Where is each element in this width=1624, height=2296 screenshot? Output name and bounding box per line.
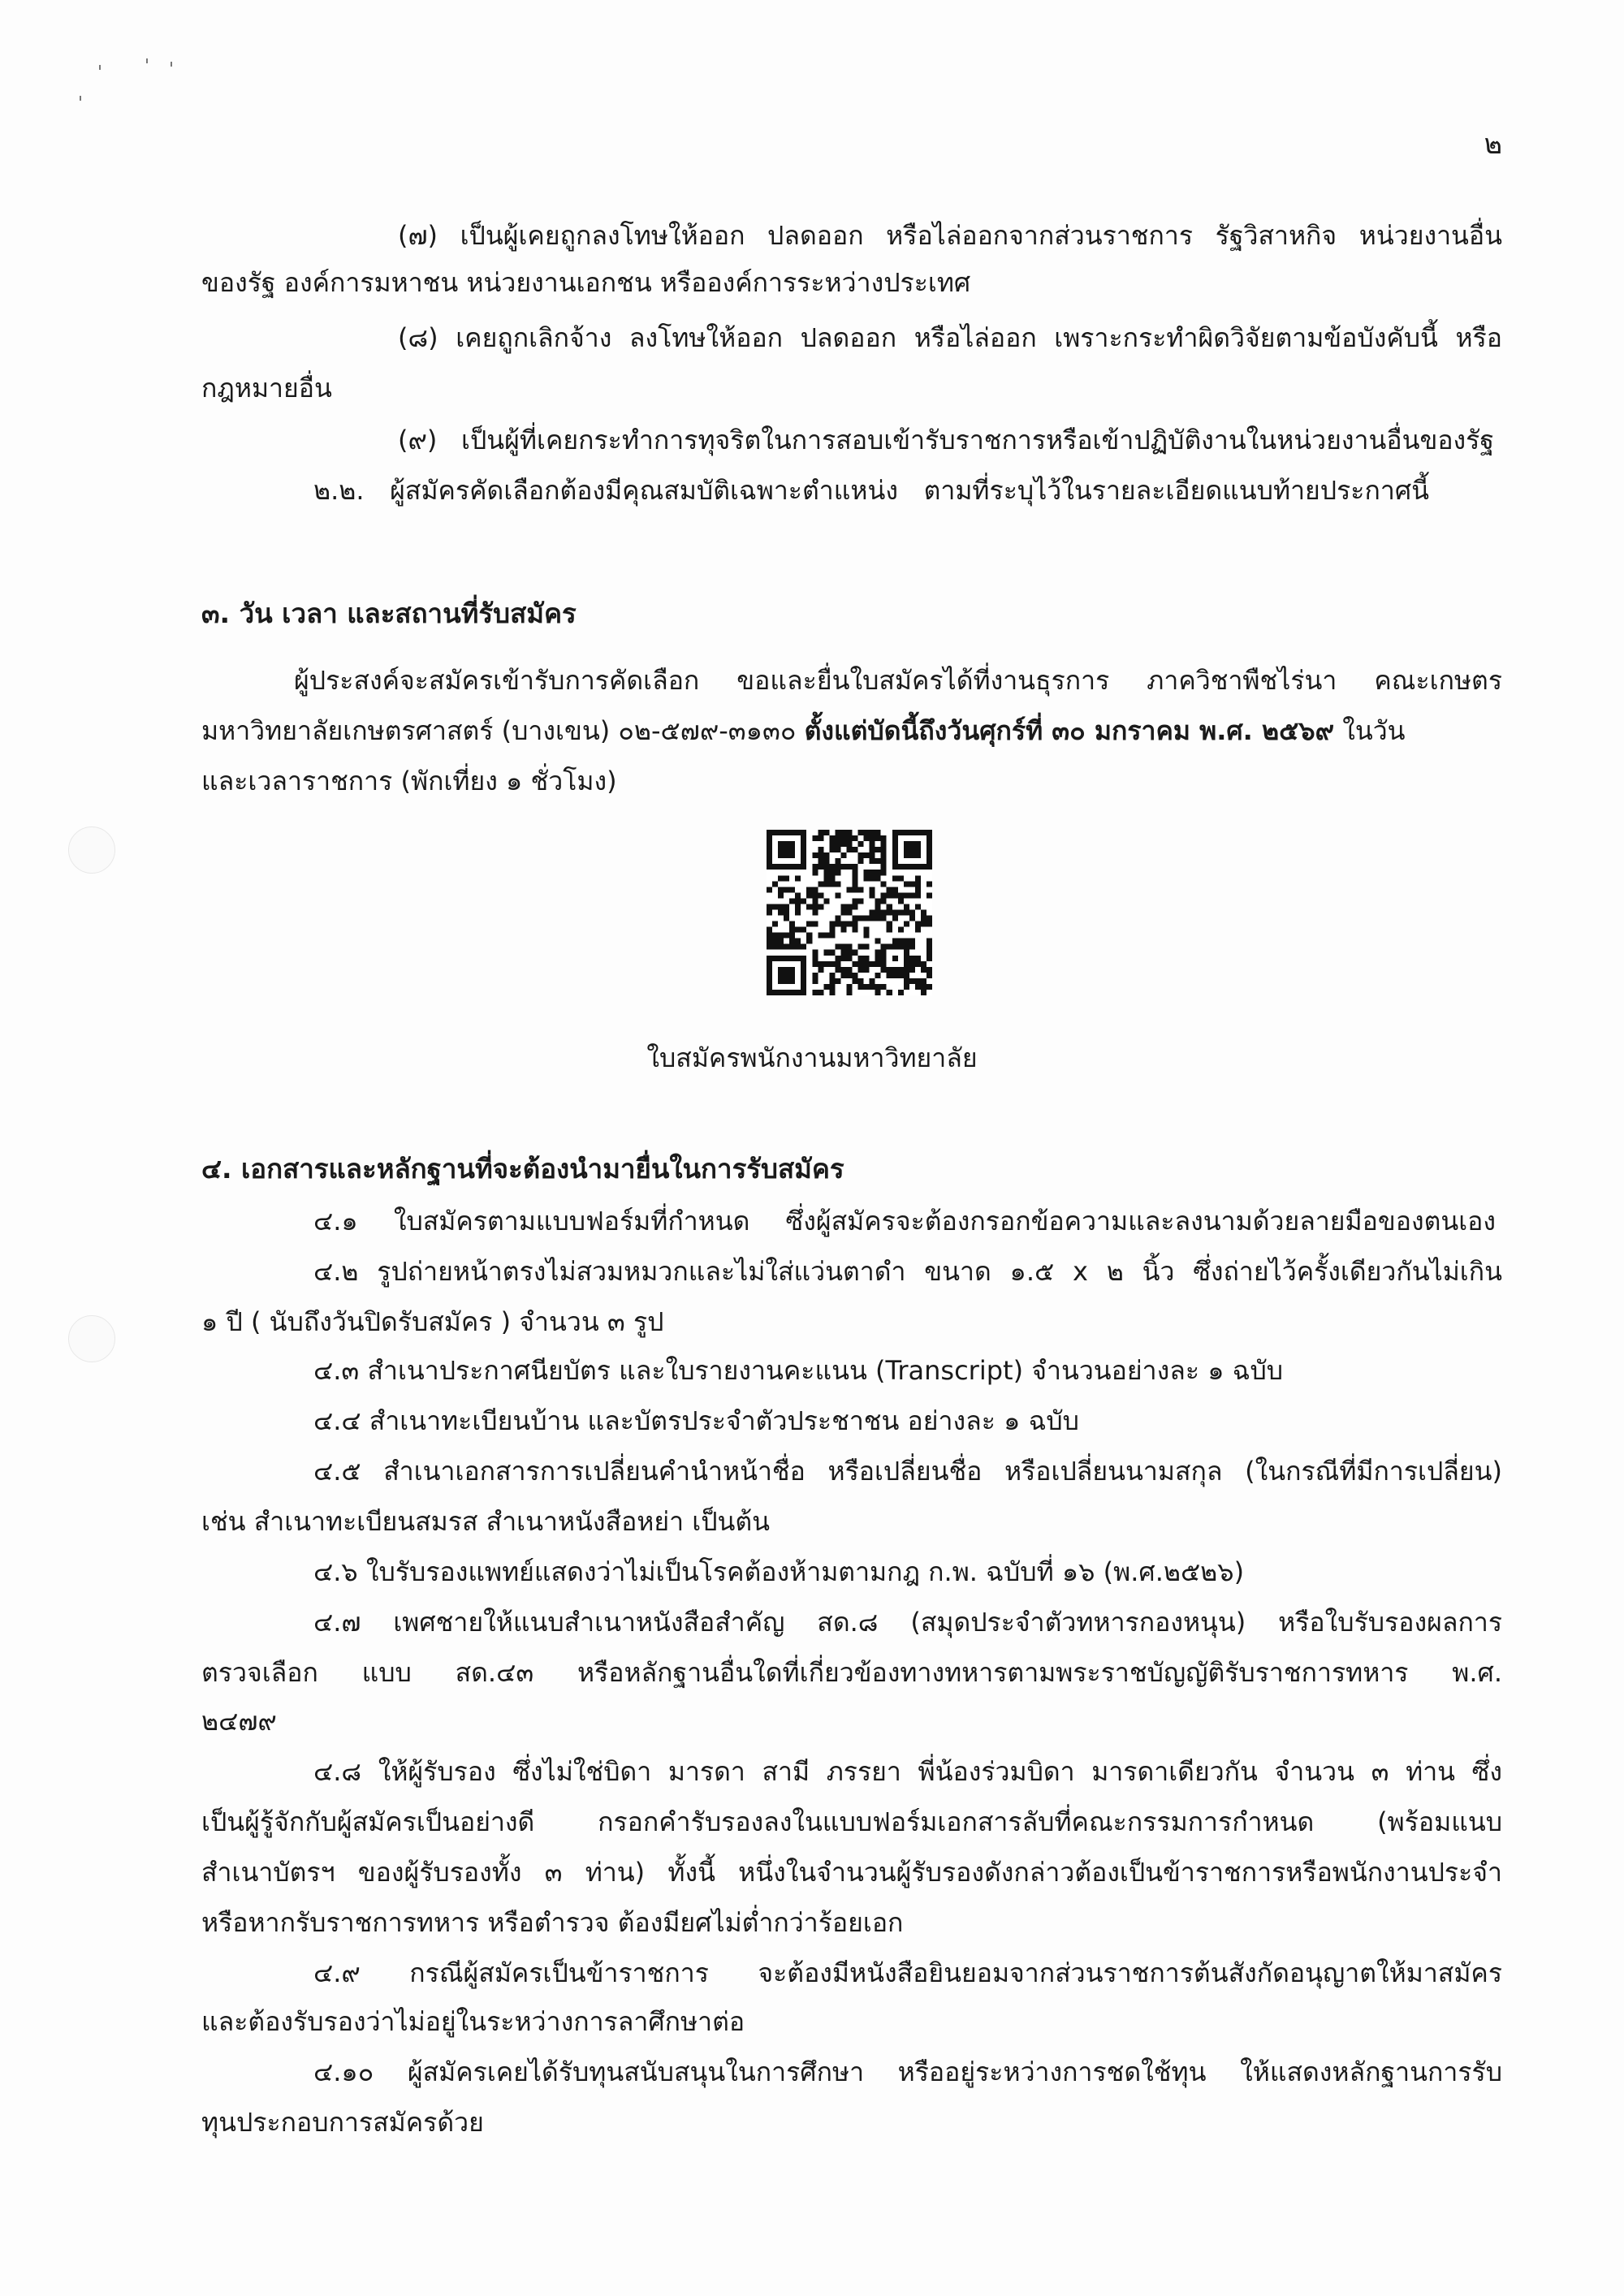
item-4-7-line-2: ตรวจเลือก แบบ สด.๔๓ หรือหลักฐานอื่นใดที่เกี่ยวข้องทางทหารตามพระราชบัญญัติรับราชการทหาร พ.ศ. bbox=[201, 1657, 1502, 1688]
item-4-7-line-1: ๔.๗ เพศชายให้แนบสำเนาหนังสือสำคัญ สด.๘ (สมุดประจำตัวทหารกองหนุน) หรือใบรับรองผลการ bbox=[313, 1607, 1502, 1638]
item-4-8-line-3: สำเนาบัตรฯ ของผู้รับรองทั้ง ๓ ท่าน) ทั้งนี้ หนึ่งในจำนวนผู้รับรองดังกล่าวต้องเป็นข้าราชการหรือพนักงานประจำ bbox=[201, 1857, 1502, 1888]
section-3-para-line-3: และเวลาราชการ (พักเที่ยง ๑ ชั่วโมง) bbox=[201, 766, 617, 796]
item-4-5-line-1: ๔.๕ สำเนาเอกสารการเปลี่ยนคำนำหน้าชื่อ หรือเปลี่ยนชื่อ หรือเปลี่ยนนามสกุล (ในกรณีที่มีการเปลี่ยน) bbox=[313, 1456, 1502, 1487]
scan-speck bbox=[171, 62, 172, 67]
item-4-8-line-1: ๔.๘ ให้ผู้รับรอง ซึ่งไม่ใช่บิดา มารดา สามี ภรรยา พี่น้องร่วมบิดา มารดาเดียวกัน จำนวน ๓ ท่าน ซึ่ง bbox=[313, 1756, 1503, 1787]
contact-info: มหาวิทยาลัยเกษตรศาสตร์ (บางเขน) ๐๒-๕๗๙-๓๑๓๐ bbox=[201, 715, 805, 746]
section-4-heading: ๔. เอกสารและหลักฐานที่จะต้องนำมายื่นในการรับสมัคร bbox=[201, 1153, 844, 1185]
item-4-3: ๔.๓ สำเนาประกาศนียบัตร และใบรายงานคะแนน (Transcript) จำนวนอย่างละ ๑ ฉบับ bbox=[313, 1355, 1284, 1386]
scan-speck bbox=[99, 65, 101, 70]
scan-speck bbox=[80, 96, 81, 101]
page-number: ๒ bbox=[1484, 128, 1502, 161]
para-line-2-tail: ในวัน bbox=[1334, 715, 1406, 746]
item-8-line-2: กฎหมายอื่น bbox=[201, 373, 332, 404]
section-3-para-line-2 bbox=[201, 711, 1502, 750]
item-4-8-line-4: หรือหากรับราชการทหาร หรือตำรวจ ต้องมียศไม่ต่ำกว่าร้อยเอก bbox=[201, 1907, 904, 1938]
qr-caption: ใบสมัครพนักงานมหาวิทยาลัย bbox=[646, 1042, 978, 1073]
item-2-2: ๒.๒. ผู้สมัครคัดเลือกต้องมีคุณสมบัติเฉพาะตำแหน่ง ตามที่ระบุไว้ในรายละเอียดแนบท้ายประกาศนี้ bbox=[313, 475, 1429, 506]
scan-speck bbox=[146, 58, 148, 63]
item-4-7-line-3: ๒๔๗๙ bbox=[201, 1706, 277, 1737]
item-4-2-line-2: ๑ ปี ( นับถึงวันปิดรับสมัคร ) จำนวน ๓ รูป bbox=[201, 1306, 664, 1337]
item-4-1: ๔.๑ ใบสมัครตามแบบฟอร์มที่กำหนด ซึ่งผู้สมัครจะต้องกรอกข้อความและลงนามด้วยลายมือของตนเอง bbox=[313, 1206, 1496, 1236]
item-4-4: ๔.๔ สำเนาทะเบียนบ้าน และบัตรประจำตัวประชาชน อย่างละ ๑ ฉบับ bbox=[313, 1405, 1079, 1436]
item-4-9-line-1: ๔.๙ กรณีผู้สมัครเป็นข้าราชการ จะต้องมีหนังสือยินยอมจากส่วนราชการต้นสังกัดอนุญาตให้มาสมัคร bbox=[313, 1957, 1502, 1988]
section-3-heading: ๓. วัน เวลา และสถานที่รับสมัคร bbox=[201, 598, 577, 629]
application-deadline: ตั้งแต่บัดนี้ถึงวันศุกร์ที่ ๓๐ มกราคม พ.ศ. ๒๕๖๙ bbox=[804, 715, 1335, 746]
item-4-2-line-1: ๔.๒ รูปถ่ายหน้าตรงไม่สวมหมวกและไม่ใส่แว่นตาดำ ขนาด ๑.๕ x ๒ นิ้ว ซึ่งถ่ายไว้ครั้งเดียวกันไม่เกิน bbox=[313, 1256, 1502, 1287]
item-4-10-line-1: ๔.๑๐ ผู้สมัครเคยได้รับทุนสนับสนุนในการศึกษา หรืออยู่ระหว่างการชดใช้ทุน ให้แสดงหลักฐานการรับ bbox=[313, 2056, 1502, 2087]
item-4-6: ๔.๖ ใบรับรองแพทย์แสดงว่าไม่เป็นโรคต้องห้ามตามกฎ ก.พ. ฉบับที่ ๑๖ (พ.ศ.๒๕๒๖) bbox=[313, 1556, 1245, 1587]
item-4-8-line-2: เป็นผู้รู้จักกับผู้สมัครเป็นอย่างดี กรอกคำรับรองลงในแบบฟอร์มเอกสารลับที่คณะกรรมการกำหนด (พร้อมแนบ bbox=[201, 1806, 1502, 1837]
punch-hole-top bbox=[68, 826, 115, 874]
item-9: (๙) เป็นผู้ที่เคยกระทำการทุจริตในการสอบเข้ารับราชการหรือเข้าปฏิบัติงานในหน่วยงานอื่นของรัฐ bbox=[398, 425, 1494, 455]
qr-code[interactable] bbox=[767, 830, 932, 995]
punch-hole-bottom bbox=[68, 1315, 115, 1362]
item-7-line-2: ของรัฐ องค์การมหาชน หน่วยงานเอกชน หรือองค์การระหว่างประเทศ bbox=[201, 267, 971, 298]
item-4-10-line-2: ทุนประกอบการสมัครด้วย bbox=[201, 2107, 484, 2138]
item-4-5-line-2: เช่น สำเนาทะเบียนสมรส สำเนาหนังสือหย่า เป็นต้น bbox=[201, 1506, 771, 1537]
item-8-line-1: (๘) เคยถูกเลิกจ้าง ลงโทษให้ออก ปลดออก หรือไล่ออก เพราะกระทำผิดวิจัยตามข้อบังคับนี้ หรือ bbox=[398, 322, 1502, 353]
item-4-9-line-2: และต้องรับรองว่าไม่อยู่ในระหว่างการลาศึกษาต่อ bbox=[201, 2006, 745, 2037]
section-3-para-line-1: ผู้ประสงค์จะสมัครเข้ารับการคัดเลือก ขอและยื่นใบสมัครได้ที่งานธุรการ ภาควิชาพืชไร่นา คณะเกษตร bbox=[294, 665, 1502, 696]
item-7-line-1: (๗) เป็นผู้เคยถูกลงโทษให้ออก ปลดออก หรือไล่ออกจากส่วนราชการ รัฐวิสาหกิจ หน่วยงานอื่น bbox=[398, 220, 1502, 251]
